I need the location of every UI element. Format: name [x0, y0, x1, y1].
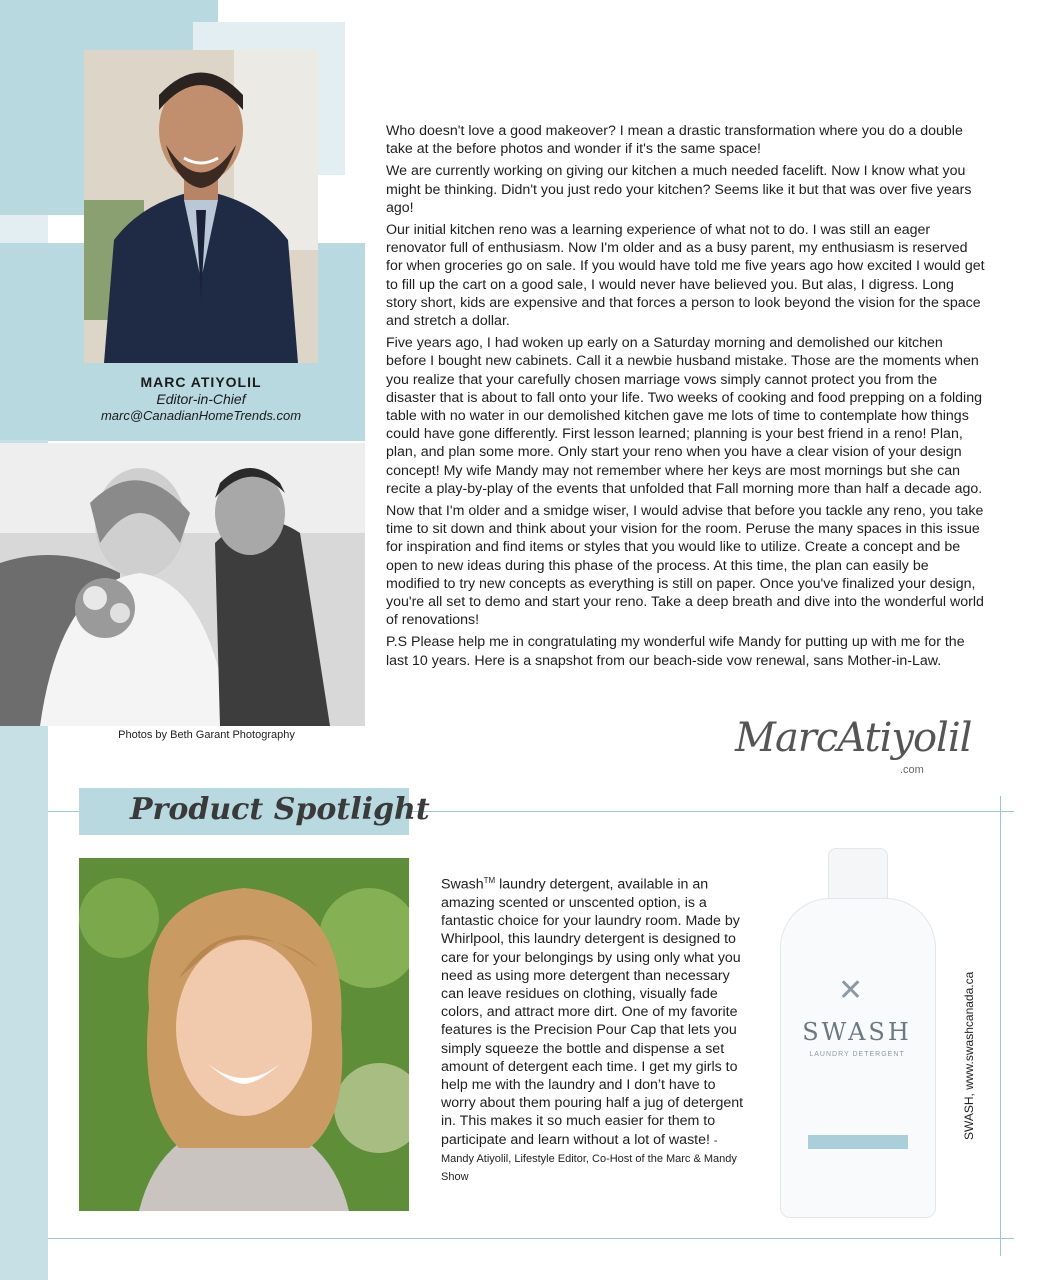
product-body-text: laundry detergent, available in an amazing scented or unscented option, is a fantastic choice for your laundry room. Made by Whirlpool, this laundry detergent is designed to care for your belongings by using only what you need as using more detergent than necessary can leave residues on clothing, visually fade colors, and attract more dirt. One of my favorite features is the Precision Pour Cap that lets you simply squeeze the bottle and dispense a set amount of detergent each time. I get my girls to help me with the laundry and I don’t have to worry about them pouring half a jug of detergent in. This makes it so much easier for them to participate and learn without a lot of waste! — [441, 876, 744, 1148]
photo-credit: Photos by Beth Garant Photography — [118, 729, 295, 741]
product-credit: SWASH, www.swashcanada.ca — [962, 971, 976, 1140]
signature-suffix: .com — [900, 764, 924, 776]
contributor-illustration — [79, 858, 409, 1211]
editor-name: MARC ATIYOLIL — [140, 374, 262, 390]
trademark-mark: TM — [483, 876, 496, 885]
article-paragraph: Our initial kitchen reno was a learning experience of what not to do. I was still an eager renovator full of enthusiasm. Now I'm older and as a busy parent, my enthusiasm is reserved for when groceries go on sale. If you would have told me five years ago how excited I would get to fill up the cart on a good sale, I would never have believed you. But alas, I digress. Long story short, kids are expensive and that forces a person to look beyond the vision for the space and stretch a dollar. — [386, 222, 985, 330]
product-brand-word: Swash — [441, 876, 484, 893]
detergent-bottle — [778, 848, 938, 1218]
editor-email[interactable]: marc@CanadianHomeTrends.com — [100, 408, 302, 423]
article-paragraph: We are currently working on giving our kitchen a much needed facelift. Now I know what you might be thinking. Didn't you just redo your kitchen? Seems like it but that was over five years ago! — [386, 163, 972, 216]
vow-renewal-illustration — [0, 443, 365, 726]
contributor-portrait-photo — [79, 858, 409, 1211]
article-paragraph: Five years ago, I had woken up early on a Saturday morning and demolished our kitchen before I bought new cabinets. Call it a newbie husband mistake. Those are the moments when you realize that your carefully chosen marriage vows simply cannot protect you from the disaster that is about to fall onto your life. Two weeks of cooking and food prepping on a folding table with no water in our demolished kitchen gave me lots of time to contemplate how things could have gone differently. First lesson learned; planning is your best friend in a reno! Plan, plan, and plan some more. Only start your reno when you have a clear vision of your design concept! My wife Mandy may not remember where her keys are most mornings but she can recite a play-by-play of the events that unfolded that Fall morning more than half a decade ago. — [386, 335, 983, 497]
bottle-brand: SWASH — [802, 1018, 912, 1046]
editor-name-block — [84, 374, 318, 423]
editor-signature: MarcAtiyolil — [735, 715, 972, 761]
editor-portrait-photo — [84, 50, 318, 363]
article-paragraph: Now that I'm older and a smidge wiser, I would advise that before you tackle any reno, you take time to sit down and think about your vision for the room. Peruse the many spaces in this issue for inspiration and find items or styles that you would like to utilize. Create a concept and be open to new ideas during this phase of the process. At this time, the plan can easily be modified to try new concepts as everything is still on paper. Once you've finalized your design, you're all set to demo and start your reno. Take a deep breath and dive into the wonderful world of renovations! — [386, 503, 984, 629]
editor-title: Editor-in-Chief — [156, 391, 246, 407]
spotlight-description — [441, 872, 753, 1185]
decor-left-strip-light — [0, 215, 48, 243]
spotlight-right-rule — [1000, 796, 1001, 1256]
vow-renewal-photo — [0, 443, 365, 726]
editorial-article — [386, 122, 986, 674]
article-paragraph: Who doesn't love a good makeover? I mean a drastic transformation where you do a double take at the before photos and wonder if it's the same space! — [386, 123, 963, 158]
spotlight-bottom-rule — [48, 1238, 1014, 1239]
article-paragraph: P.S Please help me in congratulating my wonderful wife Mandy for putting up with me for the last 10 years. Here is a snapshot from our beach-side vow renewal, sans Mother-in-Law. — [386, 634, 965, 669]
swash-logo-icon: ✕ — [838, 974, 864, 1007]
product-byline: - Mandy Atiyolil, Lifestyle Editor, Co-Host of the Marc & Mandy Show — [441, 1134, 737, 1183]
portrait-illustration — [84, 50, 318, 363]
bottle-subtitle: LAUNDRY DETERGENT — [809, 1051, 905, 1058]
spotlight-title: Product Spotlight — [130, 792, 430, 827]
bottle-body — [780, 898, 936, 1218]
bottle-label-band — [808, 1135, 908, 1149]
